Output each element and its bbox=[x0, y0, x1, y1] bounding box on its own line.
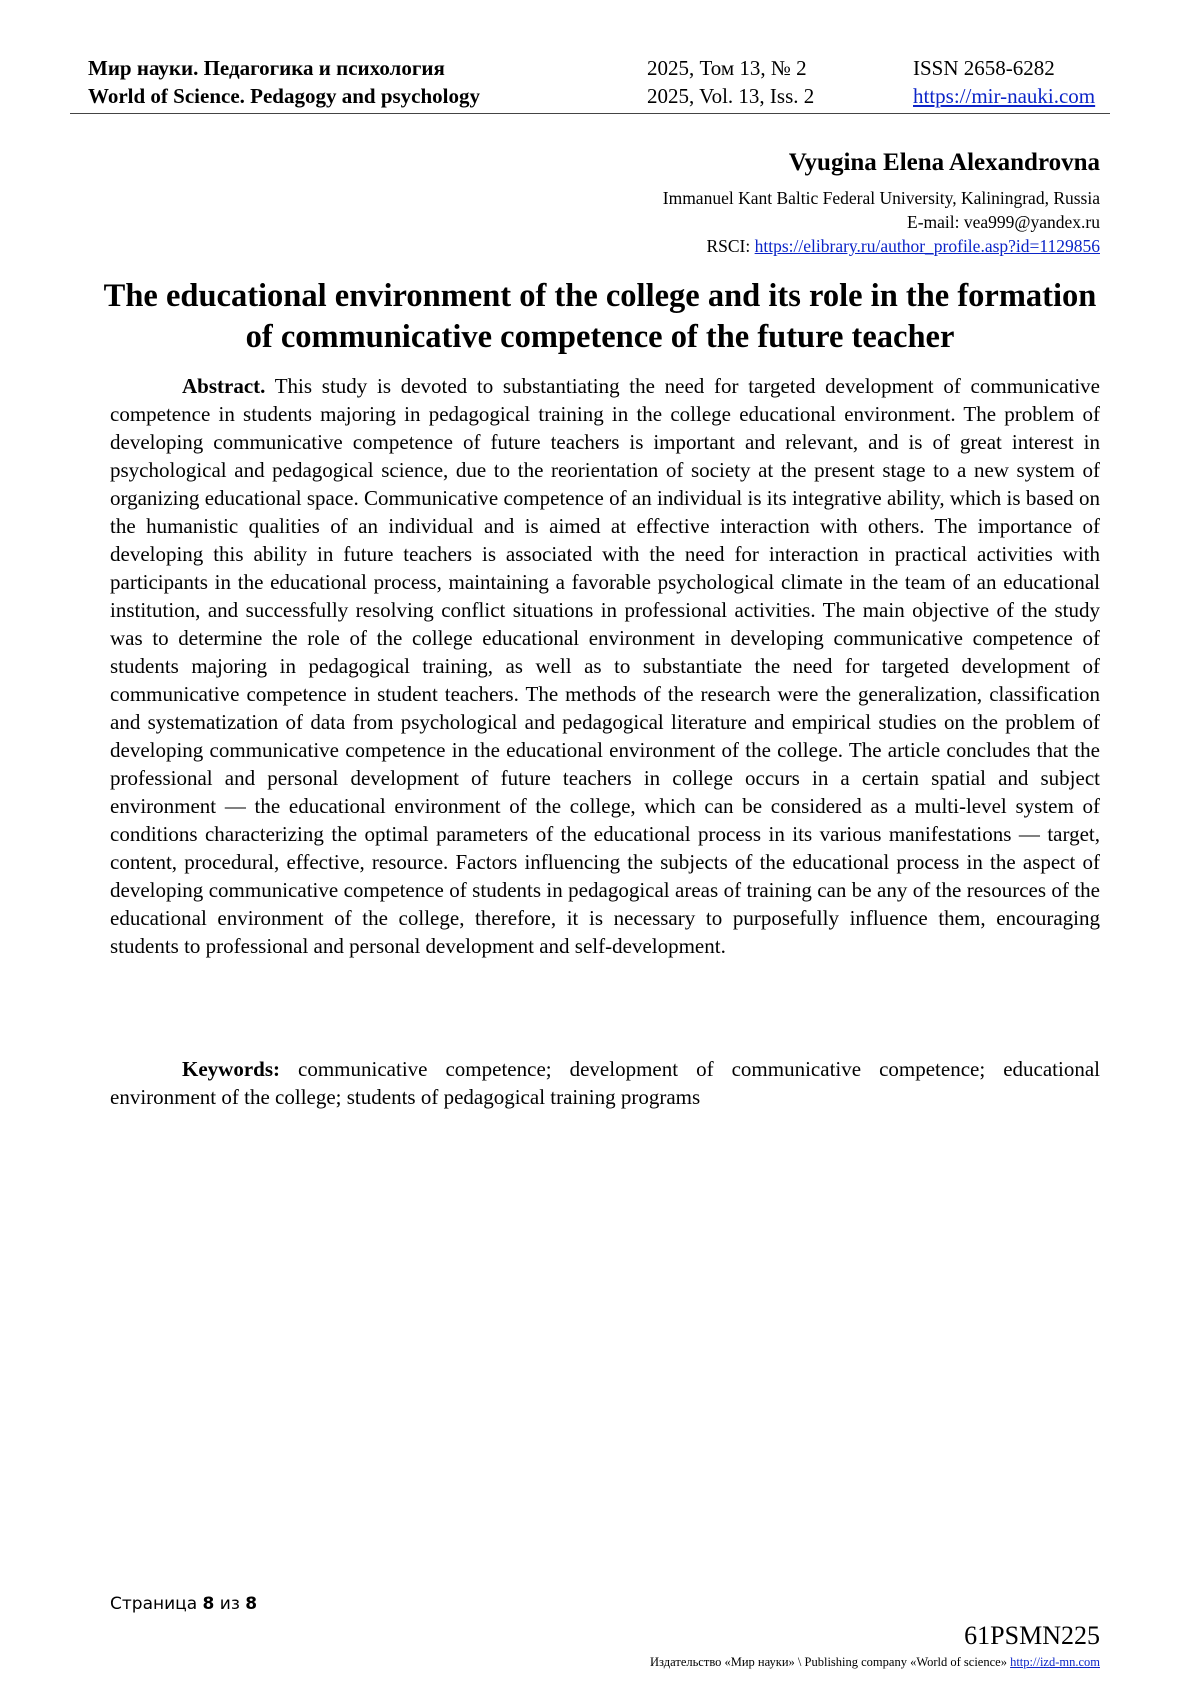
publisher-line bbox=[650, 1654, 1100, 1670]
article-title: The educational environment of the college and its role in the formation of communicative competence of the future teacher bbox=[103, 278, 1097, 355]
keywords-text: communicative competence; development of communicative competence; educational environment of the college; students of pedagogical training programs bbox=[110, 1057, 1100, 1109]
rsci-link[interactable]: https://elibrary.ru/author_profile.asp?id=1129856 bbox=[754, 236, 1100, 256]
author-email: E-mail: vea999@yandex.ru bbox=[907, 212, 1100, 232]
page-prefix: Страница bbox=[110, 1594, 203, 1614]
page-total: 8 bbox=[245, 1594, 258, 1614]
issue-block bbox=[647, 54, 814, 110]
keywords bbox=[110, 1055, 1100, 1111]
issue-en: 2025, Vol. 13, Iss. 2 bbox=[647, 84, 815, 108]
author-block bbox=[663, 146, 1100, 258]
journal-title-block bbox=[88, 54, 480, 110]
issn-block bbox=[913, 54, 1095, 110]
page-counter bbox=[110, 1593, 257, 1615]
publisher-text: Издательство «Мир науки» \ Publishing company «World of science» bbox=[650, 1655, 1011, 1669]
author-affiliation: Immanuel Kant Baltic Federal University, Kaliningrad, Russia bbox=[662, 188, 1100, 208]
keywords-label: Keywords: bbox=[182, 1057, 280, 1081]
abstract-label: Abstract. bbox=[182, 374, 266, 398]
issn: ISSN 2658-6282 bbox=[913, 56, 1055, 80]
author-rsci bbox=[663, 234, 1100, 258]
journal-site-link[interactable]: https://mir-nauki.com bbox=[913, 84, 1096, 108]
article-code: 61PSMN225 bbox=[964, 1621, 1100, 1650]
page-mid: из bbox=[214, 1594, 246, 1614]
abstract bbox=[110, 372, 1100, 960]
issue-ru: 2025, Том 13, № 2 bbox=[647, 56, 807, 80]
journal-title-ru: Мир науки. Педагогика и психология bbox=[88, 56, 445, 80]
header-divider bbox=[70, 113, 1110, 114]
page-current: 8 bbox=[202, 1594, 215, 1614]
journal-title-en: World of Science. Pedagogy and psychology bbox=[88, 84, 481, 108]
author-name: Vyugina Elena Alexandrovna bbox=[788, 149, 1100, 176]
publisher-link[interactable]: http://izd-mn.com bbox=[1010, 1655, 1100, 1669]
abstract-text: This study is devoted to substantiating the need for targeted development of communicative competence in students majoring in pedagogical training in the college educational environment. The problem of developing communicative competence of future teachers is important and relevant, and is of great interest in psychological and pedagogical science, due to the reorientation of society at the present stage to a new system of organizing educational space. Communicative competence of an individual is its integrative ability, which is based on the humanistic qualities of an individual and is aimed at effective interaction with others. The importance of developing this ability in future teachers is associated with the need for interaction in practical activities with participants in the educational process, maintaining a favorable psychological climate in the team of an educational institution, and successfully resolving conflict situations in professional activities. The main objective of the study was to determine the role of the college educational environment in developing communicative competence of students majoring in pedagogical training, as well as to substantiate the need for targeted development of communicative competence in student teachers. The methods of the research were the generalization, classification and systematization of data from psychological and pedagogical literature and empirical studies on the problem of developing communicative competence in the educational environment of the college. The article concludes that the professional and personal development of future teachers in college occurs in a certain spatial and subject environment — the educational environment of the college, which can be considered as a multi-level system of conditions characterizing the optimal parameters of the educational process in its various manifestations — target, content, procedural, effective, resource. Factors influencing the subjects of the educational process in the aspect of developing communicative competence of students in pedagogical areas of training can be any of the resources of the educational environment of the college, therefore, it is necessary to purposefully influence them, encouraging students to professional and personal development and self-development. bbox=[110, 374, 1100, 958]
rsci-label: RSCI: bbox=[706, 236, 755, 256]
